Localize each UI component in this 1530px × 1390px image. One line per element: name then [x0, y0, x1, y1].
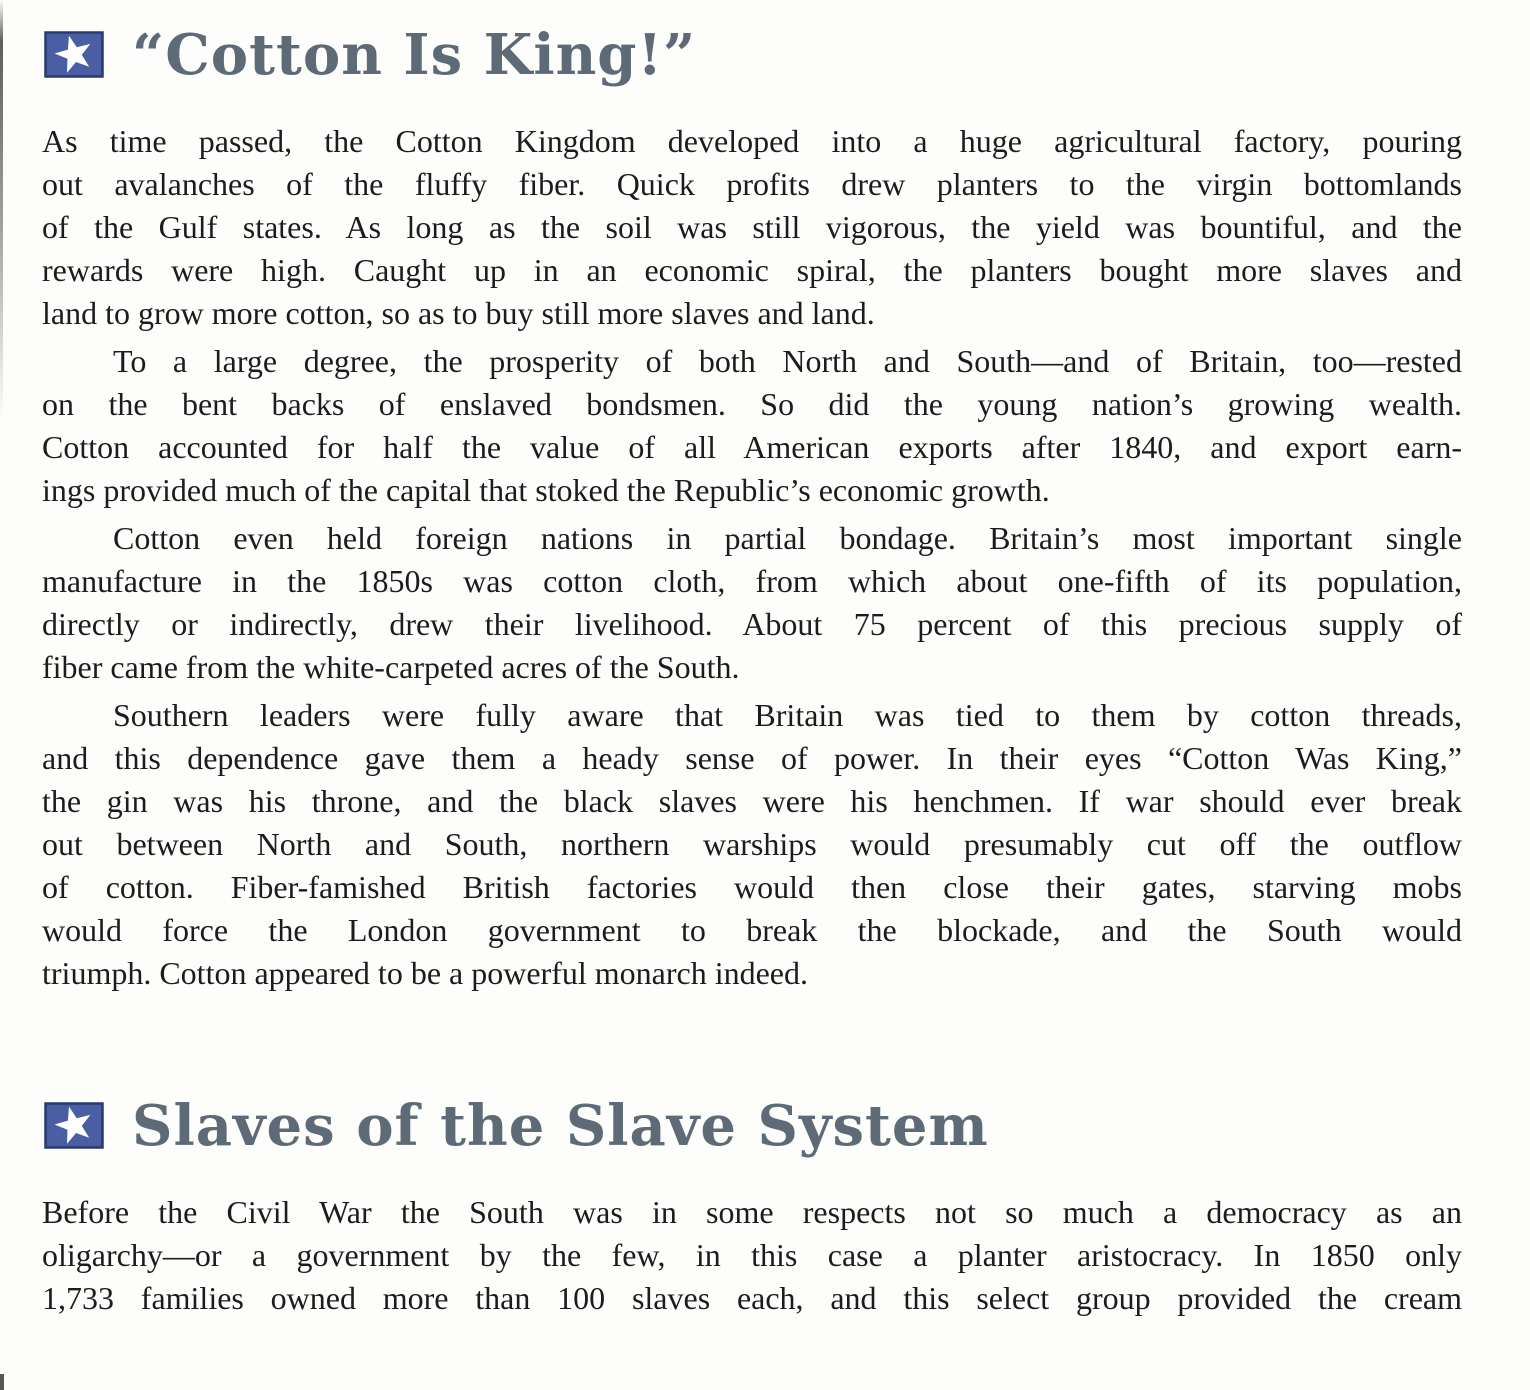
text-line: out avalanches of the fluffy fiber. Quick profits drew planters to the virgin bottomlands [42, 166, 1462, 202]
text-line: directly or indirectly, drew their livelihood. About 75 percent of this precious supply of [42, 606, 1462, 642]
text-line: oligarchy—or a government by the few, in this case a planter aristocracy. In 1850 only [42, 1237, 1462, 1273]
text-line: of the Gulf states. As long as the soil was still vigorous, the yield was bountiful, and the [42, 209, 1462, 245]
text-line: land to grow more cotton, so as to buy still more slaves and land. [42, 295, 875, 331]
paragraph [42, 340, 1462, 512]
section-heading: Slaves of the Slave System [132, 1093, 989, 1159]
scan-edge-artifact-bottom [0, 1374, 4, 1390]
text-line: Cotton accounted for half the value of all American exports after 1840, and export earn- [42, 429, 1462, 465]
text-line: 1,733 families owned more than 100 slaves each, and this select group provided the cream [42, 1280, 1462, 1316]
text-line: triumph. Cotton appeared to be a powerful monarch indeed. [42, 955, 808, 991]
paragraph [42, 517, 1462, 689]
section-heading: “Cotton Is King!” [132, 22, 697, 88]
section-heading-row [44, 1095, 1462, 1157]
paragraph [42, 120, 1462, 335]
text-line: Southern leaders were fully aware that Britain was tied to them by cotton threads, [113, 697, 1462, 733]
star-badge-icon [44, 1102, 104, 1149]
text-line: ings provided much of the capital that stoked the Republic’s economic growth. [42, 472, 1050, 508]
text-line: fiber came from the white-carpeted acres of the South. [42, 649, 740, 685]
text-line: would force the London government to break the blockade, and the South would [42, 912, 1462, 948]
text-line: Before the Civil War the South was in some respects not so much a democracy as an [42, 1194, 1462, 1230]
paragraph [42, 1191, 1462, 1320]
text-line: manufacture in the 1850s was cotton cloth, from which about one-fifth of its population, [42, 563, 1462, 599]
scan-edge-artifact-top [0, 0, 3, 420]
text-line: out between North and South, northern warships would presumably cut off the outflow [42, 826, 1462, 862]
star-badge-icon [44, 31, 104, 78]
section-cotton-is-king [42, 24, 1462, 995]
text-line: To a large degree, the prosperity of both North and South—and of Britain, too—rested [113, 343, 1462, 379]
text-line: on the bent backs of enslaved bondsmen. So did the young nation’s growing wealth. [42, 386, 1462, 422]
section-paragraphs [42, 120, 1462, 995]
paragraph [42, 694, 1462, 995]
text-line: As time passed, the Cotton Kingdom developed into a huge agricultural factory, pouring [42, 123, 1462, 159]
section-paragraphs [42, 1191, 1462, 1320]
text-line: the gin was his throne, and the black slaves were his henchmen. If war should ever break [42, 783, 1462, 819]
section-heading-row [44, 24, 1462, 86]
text-line: of cotton. Fiber-famished British factories would then close their gates, starving mobs [42, 869, 1462, 905]
page-content [42, 24, 1462, 1320]
text-line: rewards were high. Caught up in an economic spiral, the planters bought more slaves and [42, 252, 1462, 288]
section-slaves-of-the-slave-system [42, 1095, 1462, 1320]
text-line: and this dependence gave them a heady sense of power. In their eyes “Cotton Was King,” [42, 740, 1462, 776]
text-line: Cotton even held foreign nations in partial bondage. Britain’s most important single [113, 520, 1462, 556]
